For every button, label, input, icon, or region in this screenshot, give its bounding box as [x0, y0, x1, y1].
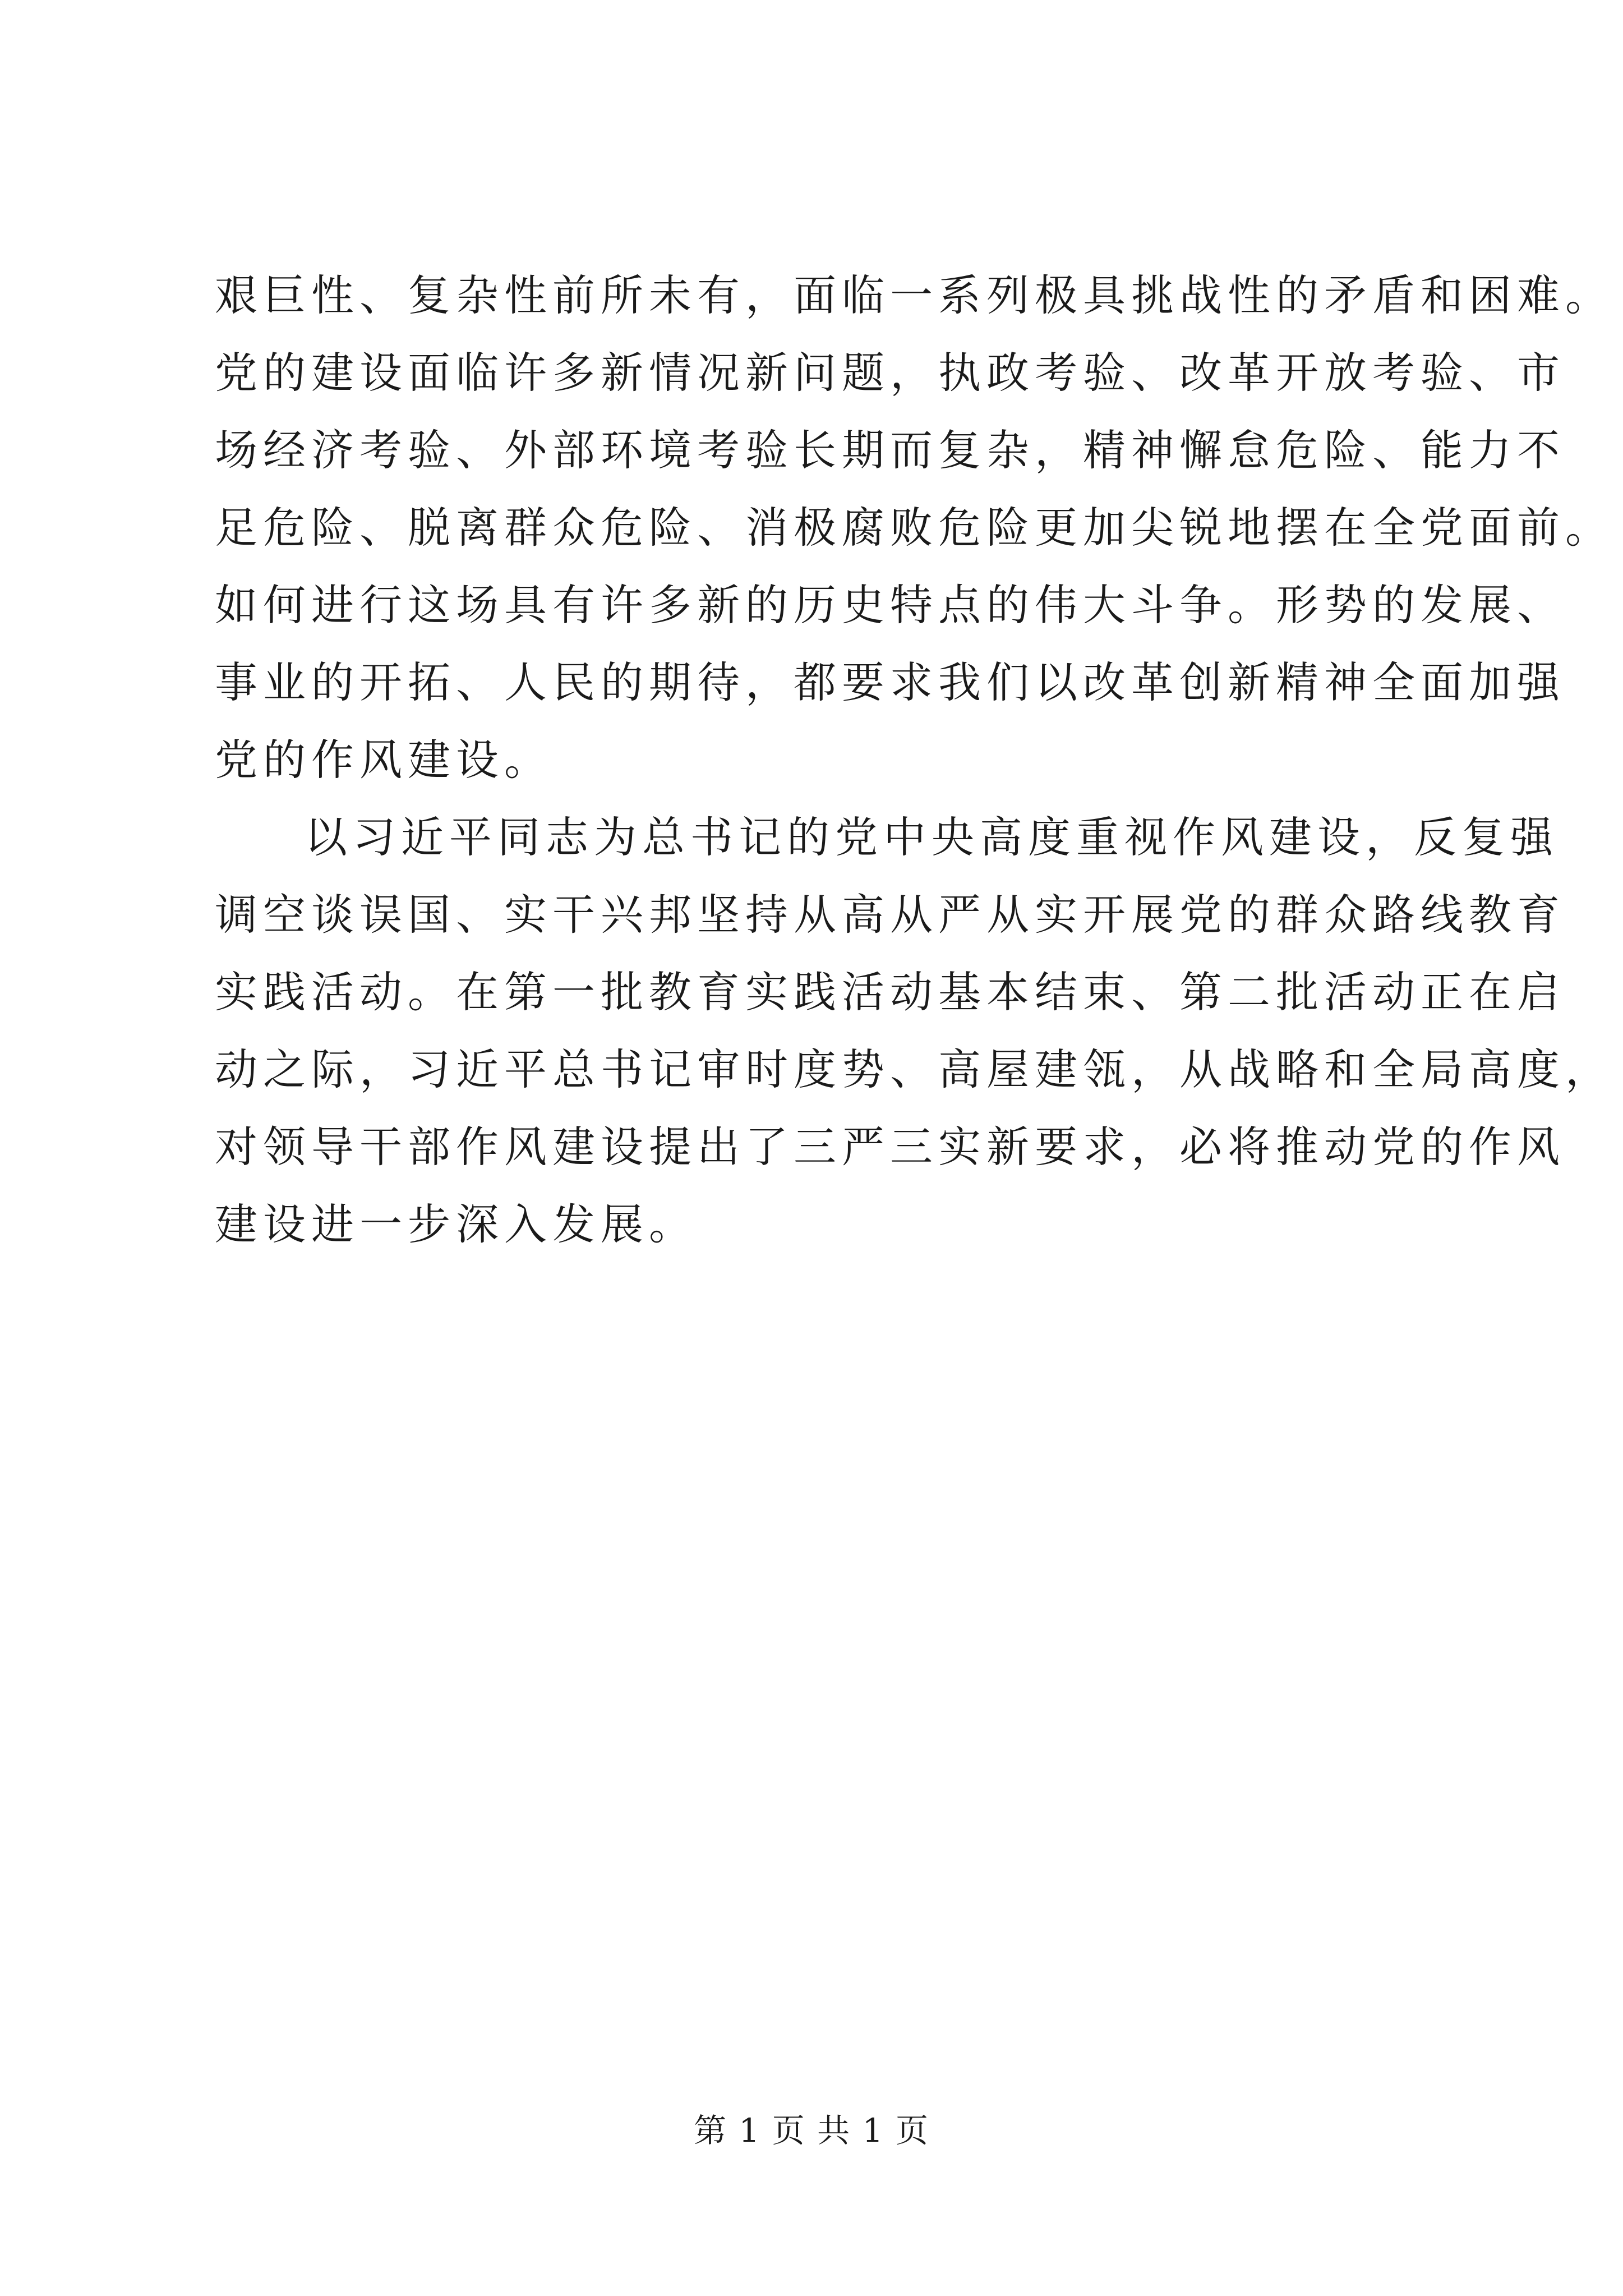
- paragraph-line: 对领导干部作风建设提出了三严三实新要求，必将推动党的作风: [215, 1122, 1565, 1172]
- paragraph-line: 以习近平同志为总书记的党中央高度重视作风建设，反复强: [305, 812, 1559, 862]
- paragraph-2: [215, 799, 1613, 1263]
- paragraph-line: 调空谈误国、实干兴邦坚持从高从严从实开展党的群众路线教育: [215, 890, 1565, 940]
- paragraph-line: 党的作风建设。: [215, 735, 552, 785]
- page-number-footer: 第 1 页 共 1 页: [694, 2111, 929, 2150]
- paragraph-1: [215, 257, 1613, 799]
- paragraph-line: 实践活动。在第一批教育实践活动基本结束、第二批活动正在启: [215, 967, 1565, 1017]
- paragraph-line: 足危险、脱离群众危险、消极腐败危险更加尖锐地摆在全党面前。: [215, 503, 1613, 553]
- paragraph-line: 党的建设面临许多新情况新问题，执政考验、改革开放考验、市: [215, 348, 1565, 398]
- paragraph-line: 建设进一步深入发展。: [215, 1199, 697, 1249]
- paragraph-line: 动之际，习近平总书记审时度势、高屋建瓴，从战略和全局高度，: [215, 1045, 1613, 1094]
- paragraph-line: 艰巨性、复杂性前所未有，面临一系列极具挑战性的矛盾和困难。: [215, 270, 1613, 320]
- document-body: [215, 257, 1613, 1263]
- paragraph-line: 事业的开拓、人民的期待，都要求我们以改革创新精神全面加强: [215, 657, 1565, 707]
- paragraph-line: 如何进行这场具有许多新的历史特点的伟大斗争。形势的发展、: [215, 580, 1565, 630]
- paragraph-line: 场经济考验、外部环境考验长期而复杂，精神懈怠危险、能力不: [215, 425, 1565, 475]
